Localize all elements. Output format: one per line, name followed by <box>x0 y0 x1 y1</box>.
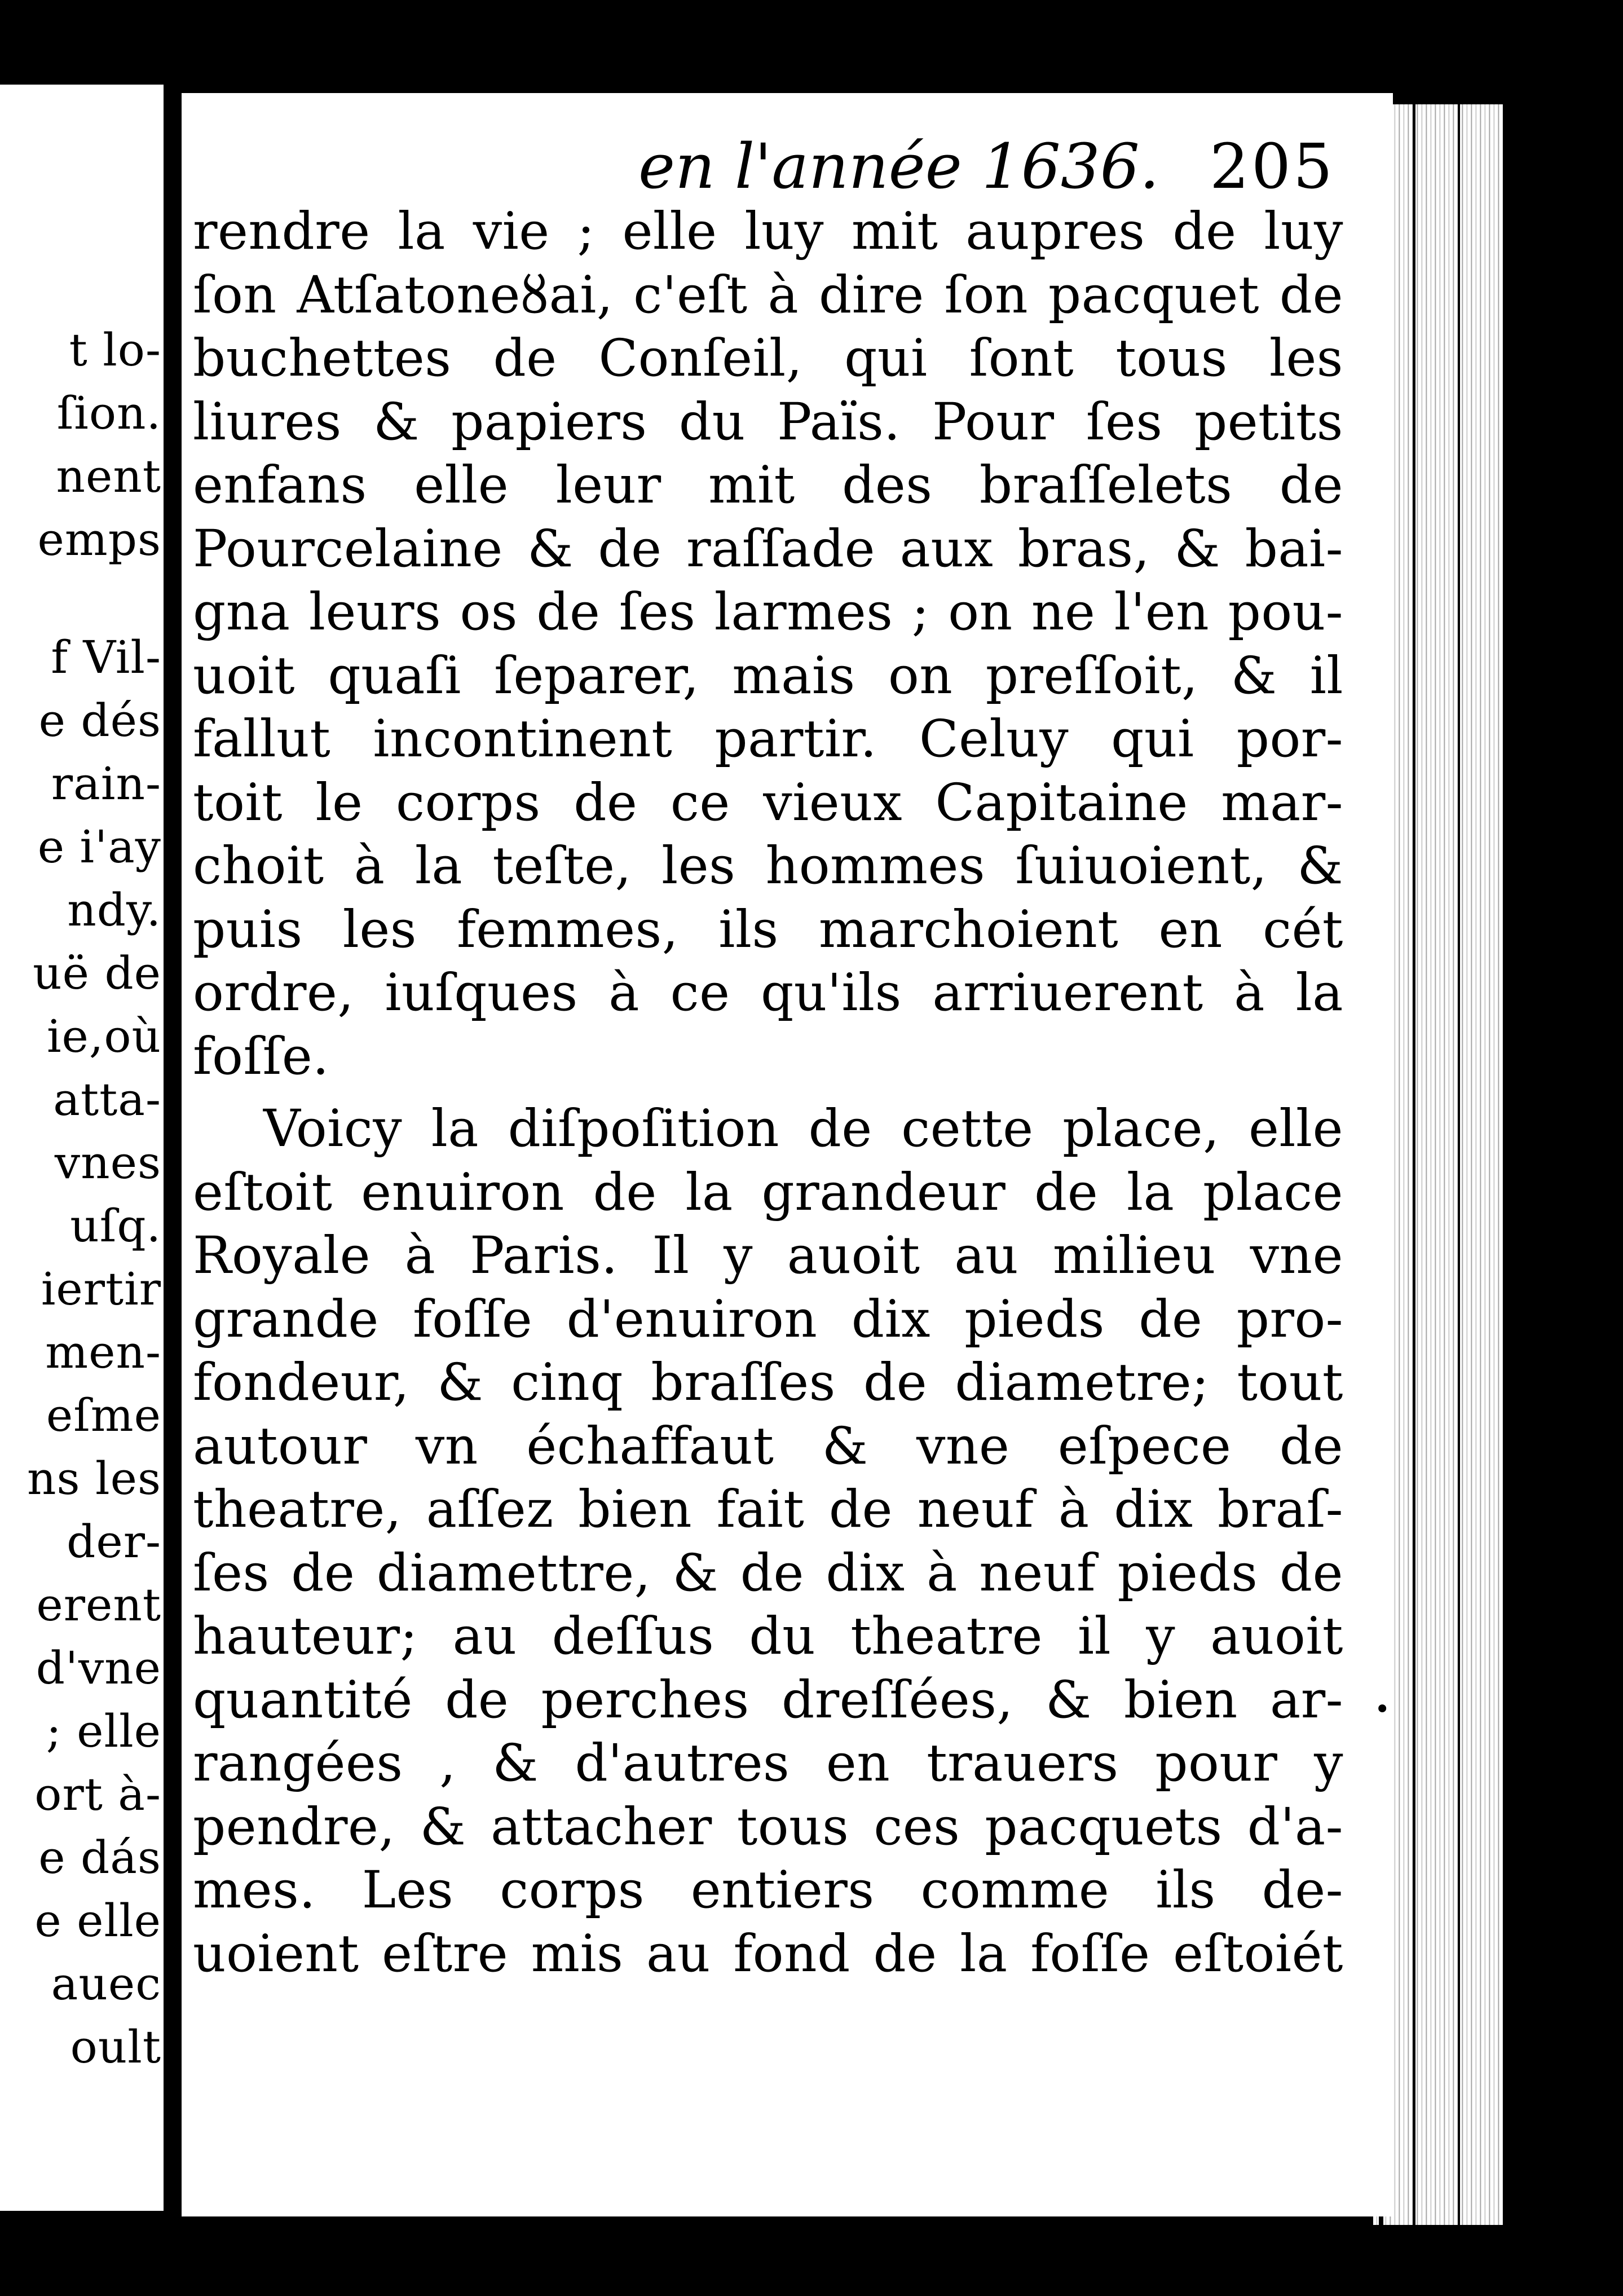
left-page-line: iertir <box>41 1263 161 1315</box>
margin-mark: • <box>1374 1694 1391 1725</box>
page-number: 205 <box>1210 130 1335 202</box>
text-line: eſtoit enuiron de la grandeur de la place <box>193 1162 1343 1222</box>
text-line: fondeur, & cinq braſſes de diametre; tout <box>193 1353 1343 1412</box>
left-page-line: d'vne <box>36 1642 161 1694</box>
text-line: pendre, & attacher tous ces pacquets d'a- <box>193 1797 1343 1857</box>
text-line: mes. Les corps entiers comme ils de- <box>193 1861 1343 1920</box>
text-line: uoit quaſi ſeparer, mais on preſſoit, & il <box>193 646 1343 706</box>
paragraph-2 <box>193 1098 1343 1986</box>
text-line: theatre, aſſez bien fait de neuf à dix braſ- <box>193 1480 1343 1539</box>
left-page-line: eſme <box>46 1389 161 1442</box>
paragraph-1 <box>193 200 1343 1088</box>
paragraph-gap <box>193 1088 1343 1098</box>
page-edge-line <box>1458 104 1460 2225</box>
left-page-line: men- <box>45 1326 161 1378</box>
left-page-line: e dés <box>38 694 161 747</box>
text-line: buchettes de Conſeil, qui ſont tous les <box>193 329 1343 388</box>
text-line: foſſe. <box>193 1026 329 1086</box>
text-line: Royale à Paris. Il y auoit au milieu vne <box>193 1226 1343 1285</box>
left-page-line: nent <box>56 450 161 503</box>
text-line: toit le corps de ce vieux Capitaine mar- <box>193 773 1343 832</box>
text-block <box>193 200 1343 1986</box>
text-line: autour vn échaffaut & vne eſpece de <box>193 1416 1343 1476</box>
left-page-line: ie,où <box>46 1010 161 1063</box>
text-line: ſes de diamettre, & de dix à neuf pieds de <box>193 1543 1343 1603</box>
left-page-line: f Vil- <box>51 631 161 684</box>
text-line: liures & papiers du Païs. Pour ſes petits <box>193 392 1343 452</box>
running-head <box>638 124 1400 209</box>
left-page-line: oult <box>70 2021 161 2073</box>
left-page-line: atta- <box>53 1073 161 1126</box>
text-line: puis les femmes, ils marchoient en cét <box>193 900 1343 959</box>
text-line: gna leurs os de ſes larmes ; on ne l'en pou- <box>193 583 1343 642</box>
text-line: hauteur; au deſſus du theatre il y auoit <box>193 1607 1343 1666</box>
text-line: quantité de perches dreſſées, & bien ar- <box>193 1670 1343 1730</box>
left-page-line: e i'ay <box>37 821 161 873</box>
left-page-line: auec <box>51 1958 161 2010</box>
left-page-line: uë de <box>33 947 161 999</box>
left-page-line: vnes <box>54 1136 161 1189</box>
text-line: ordre, iuſques à ce qu'ils arriuerent à la <box>193 963 1343 1023</box>
left-page-line: t lo- <box>69 324 161 376</box>
page-edge-line <box>1413 104 1415 2225</box>
left-page-fragment <box>0 85 164 2211</box>
text-line: ſon Atſatoneȣai, c'eſt à dire ſon pacquet de <box>193 265 1343 325</box>
left-page-line: erent <box>36 1579 161 1631</box>
left-page-line: ort à- <box>34 1768 161 1821</box>
text-line: choit à la teſte, les hommes ſuiuoient, & <box>193 836 1343 896</box>
left-page-line: uſq. <box>70 1200 161 1252</box>
left-page-line: ; elle <box>46 1705 161 1757</box>
text-line: uoient eſtre mis au fond de la foſſe eſtoiét <box>193 1924 1343 1984</box>
text-line: rangées , & d'autres en trauers pour y <box>193 1734 1343 1793</box>
text-line: fallut incontinent partir. Celuy qui por- <box>193 709 1343 769</box>
text-line: enfans elle leur mit des braſſelets de <box>193 456 1343 515</box>
left-page-line: e dás <box>38 1831 161 1884</box>
text-line: grande foſſe d'enuiron dix pieds de pro- <box>193 1289 1343 1349</box>
text-line: rendre la vie ; elle luy mit aupres de luy <box>193 202 1343 261</box>
left-page-line: ſion. <box>56 387 161 439</box>
left-page-line: emps <box>37 513 161 566</box>
running-title: en l'année 1636. <box>638 130 1159 202</box>
left-page-line: ns les <box>27 1452 161 1505</box>
left-page-line: e elle <box>34 1894 161 1947</box>
text-line: Voicy la diſpoſition de cette place, elle <box>263 1099 1343 1158</box>
left-page-line: rain- <box>51 757 161 810</box>
left-page-line: ndy. <box>67 884 161 936</box>
main-page <box>169 93 1393 2216</box>
text-line: Pourcelaine & de raſſade aux bras, & bai- <box>193 519 1343 579</box>
left-page-line: der- <box>67 1515 161 1568</box>
